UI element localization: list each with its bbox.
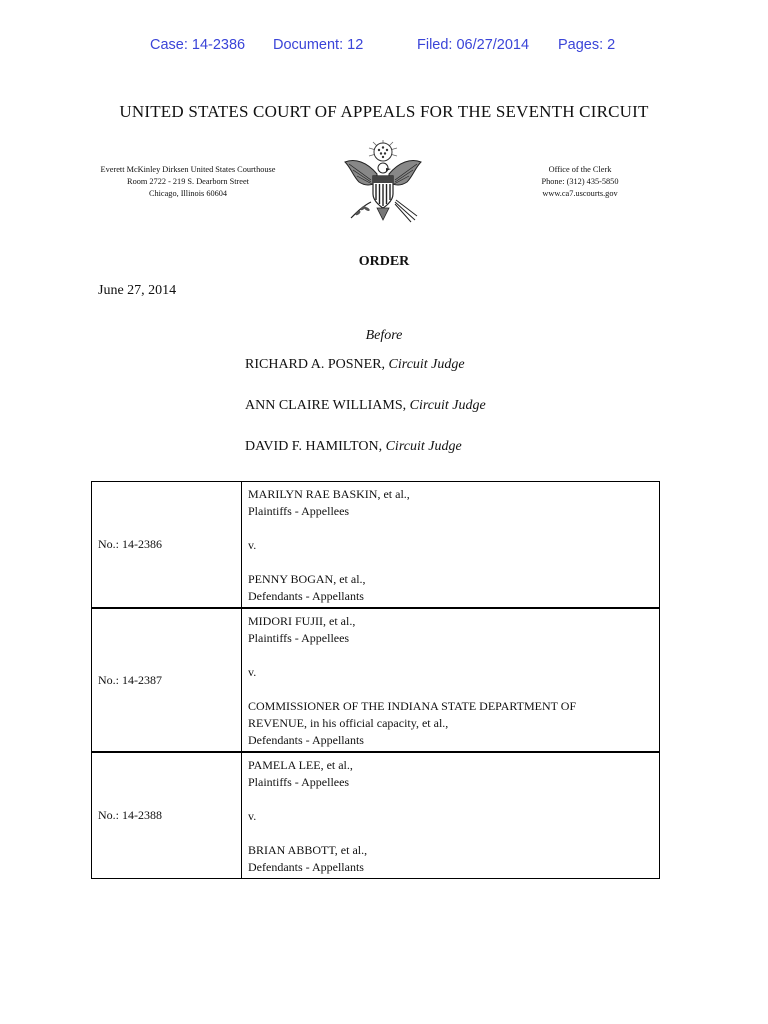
versus-label: v. xyxy=(248,809,257,823)
contact-line: www.ca7.uscourts.gov xyxy=(542,189,618,198)
judge-name: ANN CLAIRE WILLIAMS, xyxy=(245,398,407,413)
table-row xyxy=(92,482,660,609)
case-caption-table xyxy=(91,481,660,879)
versus-label: v. xyxy=(248,538,257,552)
defendants-name: PENNY BOGAN, et al., xyxy=(248,572,366,586)
plaintiffs-role: Plaintiffs - Appellees xyxy=(248,504,350,518)
versus-label: v. xyxy=(248,665,257,679)
case-number: No.: 14-2388 xyxy=(92,752,242,879)
case-parties xyxy=(242,752,660,879)
address-line: Everett McKinley Dirksen United States Courthouse xyxy=(100,165,276,174)
plaintiffs-role: Plaintiffs - Appellees xyxy=(248,631,350,645)
defendants-role: Defendants - Appellants xyxy=(248,589,364,603)
order-date: June 27, 2014 xyxy=(98,283,177,298)
plaintiffs-name: MARILYN RAE BASKIN, et al., xyxy=(248,487,410,501)
judge-title: Circuit Judge xyxy=(388,357,465,372)
before-label: Before xyxy=(365,328,403,343)
judge-title: Circuit Judge xyxy=(409,398,486,413)
judge-name: RICHARD A. POSNER, xyxy=(245,357,386,372)
defendants-name: REVENUE, in his official capacity, et al., xyxy=(248,716,449,730)
defendants-name: COMMISSIONER OF THE INDIANA STATE DEPARTMENT OF xyxy=(248,699,577,713)
ecf-header-stamp xyxy=(0,37,768,57)
case-parties xyxy=(242,482,660,609)
judge-title: Circuit Judge xyxy=(385,439,462,454)
table-row xyxy=(92,608,660,752)
judge-line xyxy=(245,357,465,373)
case-number: No.: 14-2386 xyxy=(92,482,242,609)
clerk-office-contact xyxy=(520,164,640,200)
case-number: No.: 14-2387 xyxy=(92,608,242,752)
plaintiffs-name: PAMELA LEE, et al., xyxy=(248,758,353,772)
courthouse-address xyxy=(88,164,288,200)
address-line: Room 2722 - 219 S. Dearborn Street xyxy=(127,177,249,186)
judge-name: DAVID F. HAMILTON, xyxy=(245,439,383,454)
judge-line xyxy=(245,398,486,414)
order-heading: ORDER xyxy=(358,254,410,269)
plaintiffs-name: MIDORI FUJII, et al., xyxy=(248,614,356,628)
defendants-role: Defendants - Appellants xyxy=(248,733,364,747)
eagle-seal-icon xyxy=(337,136,429,228)
defendants-role: Defendants - Appellants xyxy=(248,860,364,874)
court-title: UNITED STATES COURT OF APPEALS FOR THE SEVENTH CIRCUIT xyxy=(119,102,649,121)
plaintiffs-role: Plaintiffs - Appellees xyxy=(248,775,350,789)
case-parties xyxy=(242,608,660,752)
table-row xyxy=(92,752,660,879)
address-line: Chicago, Illinois 60604 xyxy=(148,189,228,198)
stamp-page-count: Pages: 2 xyxy=(558,37,616,53)
stamp-case-number: Case: 14-2386 xyxy=(150,37,246,53)
contact-line: Phone: (312) 435-5850 xyxy=(541,177,619,186)
judge-line xyxy=(245,439,462,455)
stamp-filed-date: Filed: 06/27/2014 xyxy=(417,37,530,53)
contact-line: Office of the Clerk xyxy=(548,165,612,174)
stamp-document-number: Document: 12 xyxy=(273,37,364,53)
defendants-name: BRIAN ABBOTT, et al., xyxy=(248,843,368,857)
